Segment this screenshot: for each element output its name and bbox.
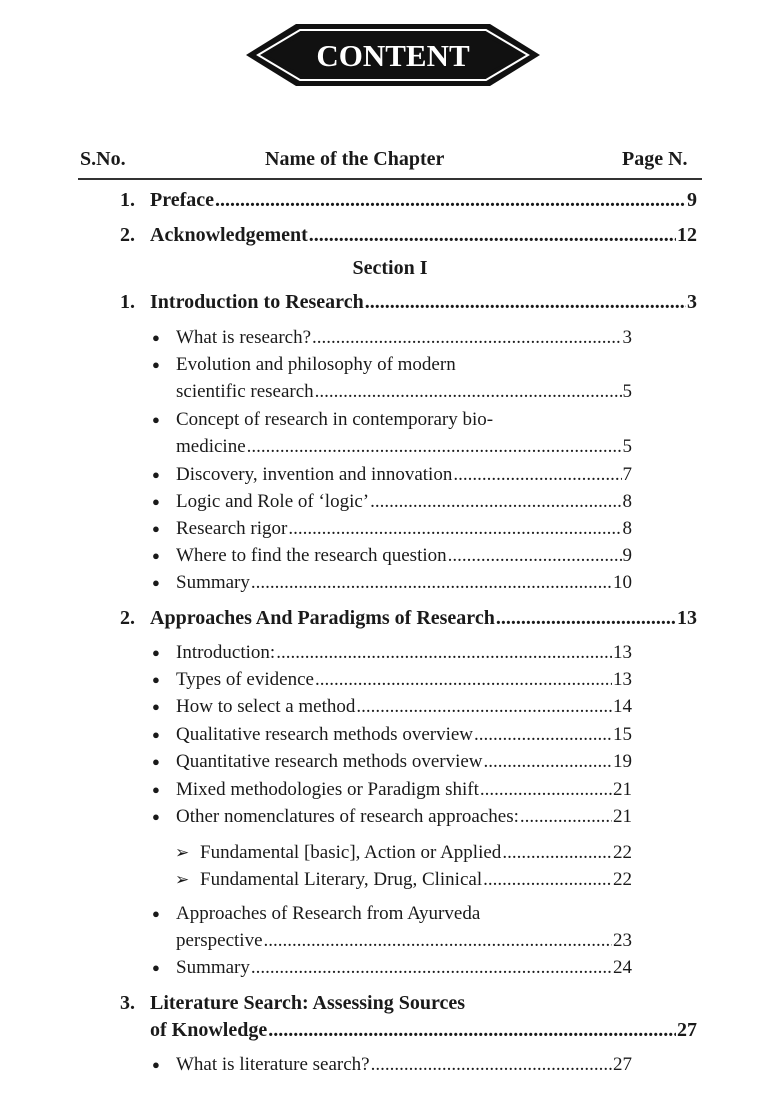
- dot-leader: [496, 605, 676, 631]
- toc-chapter-entry[interactable]: [120, 222, 697, 248]
- toc-subentry[interactable]: [176, 928, 632, 954]
- entry-title: Preface: [150, 189, 215, 211]
- page-number: 13: [677, 607, 697, 629]
- entry-title: What is literature search?: [176, 1054, 370, 1075]
- page-number: 21: [613, 779, 632, 800]
- entry-title: Evolution and philosophy of modern: [176, 354, 456, 375]
- page-number: 15: [613, 724, 632, 745]
- toc-subentry[interactable]: [152, 407, 776, 433]
- entry-title: What is research?: [176, 327, 312, 348]
- page-number: 27: [677, 1019, 697, 1041]
- entry-title: Fundamental [basic], Action or Applied: [200, 842, 502, 863]
- toc-subentry[interactable]: [152, 722, 632, 748]
- entry-title: Acknowledgement: [150, 224, 308, 246]
- entry-title: scientific research: [176, 381, 314, 402]
- toc-subentry[interactable]: [152, 516, 632, 542]
- dot-leader: [484, 749, 612, 775]
- bullet-icon: ●: [152, 906, 160, 921]
- entry-title: Literature Search: Assessing Sources: [150, 992, 465, 1014]
- toc-subentry[interactable]: [152, 352, 776, 378]
- toc-subentry[interactable]: [152, 667, 632, 693]
- content-title: CONTENT: [316, 38, 470, 73]
- toc-subentry[interactable]: [176, 434, 632, 460]
- bullet-icon: ●: [152, 494, 160, 509]
- dot-leader: [520, 804, 612, 830]
- dot-leader: [502, 840, 612, 866]
- page-number: 22: [613, 869, 632, 890]
- bullet-icon: ●: [152, 575, 160, 590]
- entry-title: Quantitative research methods overview: [176, 751, 483, 772]
- entry-title: Summary: [176, 572, 250, 593]
- dot-leader: [251, 570, 612, 596]
- toc-chapter-entry[interactable]: [120, 990, 750, 1016]
- entry-title: Approaches And Paradigms of Research: [150, 607, 495, 629]
- toc-subentry[interactable]: [175, 867, 632, 893]
- dot-leader: [483, 867, 612, 893]
- bullet-icon: ●: [152, 809, 160, 824]
- toc-chapter-entry[interactable]: [150, 1017, 697, 1043]
- dot-leader: [264, 928, 612, 954]
- page-number: 7: [622, 464, 632, 485]
- dot-leader: [448, 543, 622, 569]
- page-number: 19: [613, 751, 632, 772]
- dot-leader: [288, 516, 621, 542]
- entry-title: Mixed methodologies or Paradigm shift: [176, 779, 479, 800]
- page-number: 5: [622, 381, 632, 402]
- entry-title: Logic and Role of ‘logic’: [176, 491, 370, 512]
- entry-number: 2.: [120, 607, 135, 629]
- arrow-bullet-icon: ➢: [175, 843, 190, 862]
- entry-title: Qualitative research methods overview: [176, 724, 474, 745]
- page-number: 13: [613, 642, 632, 663]
- entry-number: 3.: [120, 992, 135, 1014]
- entry-title: Types of evidence: [176, 669, 314, 690]
- bullet-icon: ●: [152, 727, 160, 742]
- entry-title: of Knowledge: [150, 1019, 268, 1041]
- toc-subentry[interactable]: [152, 325, 632, 351]
- page-number: 10: [613, 572, 632, 593]
- toc-subentry[interactable]: [152, 1052, 632, 1078]
- dot-leader: [315, 667, 612, 693]
- toc-subentry[interactable]: [176, 379, 632, 405]
- toc-subentry[interactable]: [152, 901, 776, 927]
- bullet-icon: ●: [152, 645, 160, 660]
- page-number: 22: [613, 842, 632, 863]
- entry-title: Approaches of Research from Ayurveda: [176, 903, 481, 924]
- bullet-icon: ●: [152, 754, 160, 769]
- toc-subentry[interactable]: [152, 570, 632, 596]
- toc-subentry[interactable]: [152, 777, 632, 803]
- content-title-badge: [244, 22, 542, 88]
- entry-number: 2.: [120, 224, 135, 246]
- bullet-icon: ●: [152, 357, 160, 372]
- arrow-bullet-icon: ➢: [175, 870, 190, 889]
- page-number: 3: [687, 291, 697, 313]
- dot-leader: [474, 722, 612, 748]
- dot-leader: [251, 955, 612, 981]
- page-number: 8: [622, 518, 632, 539]
- toc-subentry[interactable]: [152, 543, 632, 569]
- entry-title: Introduction to Research: [150, 291, 364, 313]
- bullet-icon: ●: [152, 412, 160, 427]
- bullet-icon: ●: [152, 548, 160, 563]
- entry-number: 1.: [120, 291, 135, 313]
- entry-title: Discovery, invention and innovation: [176, 464, 453, 485]
- toc-subentry[interactable]: [152, 462, 632, 488]
- entry-title: Research rigor: [176, 518, 288, 539]
- toc-subentry[interactable]: [152, 749, 632, 775]
- entry-title: perspective: [176, 930, 263, 951]
- bullet-icon: ●: [152, 960, 160, 975]
- entry-title: How to select a method: [176, 696, 356, 717]
- toc-subentry[interactable]: [152, 694, 632, 720]
- dot-leader: [215, 187, 686, 213]
- dot-leader: [370, 489, 621, 515]
- entry-title: Summary: [176, 957, 250, 978]
- header-chapter: Name of the Chapter: [265, 148, 445, 170]
- page-number: 5: [622, 436, 632, 457]
- page-number: 9: [622, 545, 632, 566]
- toc-chapter-entry[interactable]: [120, 289, 697, 315]
- dot-leader: [356, 694, 612, 720]
- header-page: Page N.: [622, 148, 688, 170]
- dot-leader: [480, 777, 612, 803]
- entry-number: 1.: [120, 189, 135, 211]
- page-number: 24: [613, 957, 632, 978]
- entry-title: medicine: [176, 436, 246, 457]
- page-number: 14: [613, 696, 632, 717]
- entry-title: Introduction:: [176, 642, 276, 663]
- bullet-icon: ●: [152, 521, 160, 536]
- page-number: 13: [613, 669, 632, 690]
- dot-leader: [268, 1017, 676, 1043]
- dot-leader: [453, 462, 621, 488]
- page-number: 23: [613, 930, 632, 951]
- toc-subentry[interactable]: [152, 640, 632, 666]
- entry-title: Other nomenclatures of research approaches:: [176, 806, 519, 827]
- header-sno: S.No.: [80, 148, 126, 170]
- bullet-icon: ●: [152, 699, 160, 714]
- toc-subentry[interactable]: [152, 955, 632, 981]
- toc-subentry[interactable]: [175, 840, 632, 866]
- bullet-icon: ●: [152, 1057, 160, 1072]
- dot-leader: [312, 325, 621, 351]
- toc-subentry[interactable]: [152, 804, 632, 830]
- header-divider: [78, 178, 702, 180]
- page-number: 27: [613, 1054, 632, 1075]
- toc-chapter-entry[interactable]: [120, 605, 697, 631]
- page-number: 8: [622, 491, 632, 512]
- page-number: 3: [622, 327, 632, 348]
- page-number: 9: [687, 189, 697, 211]
- bullet-icon: ●: [152, 467, 160, 482]
- dot-leader: [247, 434, 622, 460]
- dot-leader: [371, 1052, 612, 1078]
- section-heading: Section I: [352, 257, 428, 279]
- bullet-icon: ●: [152, 782, 160, 797]
- toc-chapter-entry[interactable]: [120, 187, 697, 213]
- bullet-icon: ●: [152, 672, 160, 687]
- toc-subentry[interactable]: [152, 489, 632, 515]
- bullet-icon: ●: [152, 330, 160, 345]
- dot-leader: [309, 222, 676, 248]
- dot-leader: [365, 289, 686, 315]
- page-number: 21: [613, 806, 632, 827]
- dot-leader: [315, 379, 622, 405]
- dot-leader: [276, 640, 612, 666]
- entry-title: Concept of research in contemporary bio-: [176, 409, 494, 430]
- entry-title: Where to find the research question: [176, 545, 447, 566]
- page-number: 12: [677, 224, 697, 246]
- entry-title: Fundamental Literary, Drug, Clinical: [200, 869, 483, 890]
